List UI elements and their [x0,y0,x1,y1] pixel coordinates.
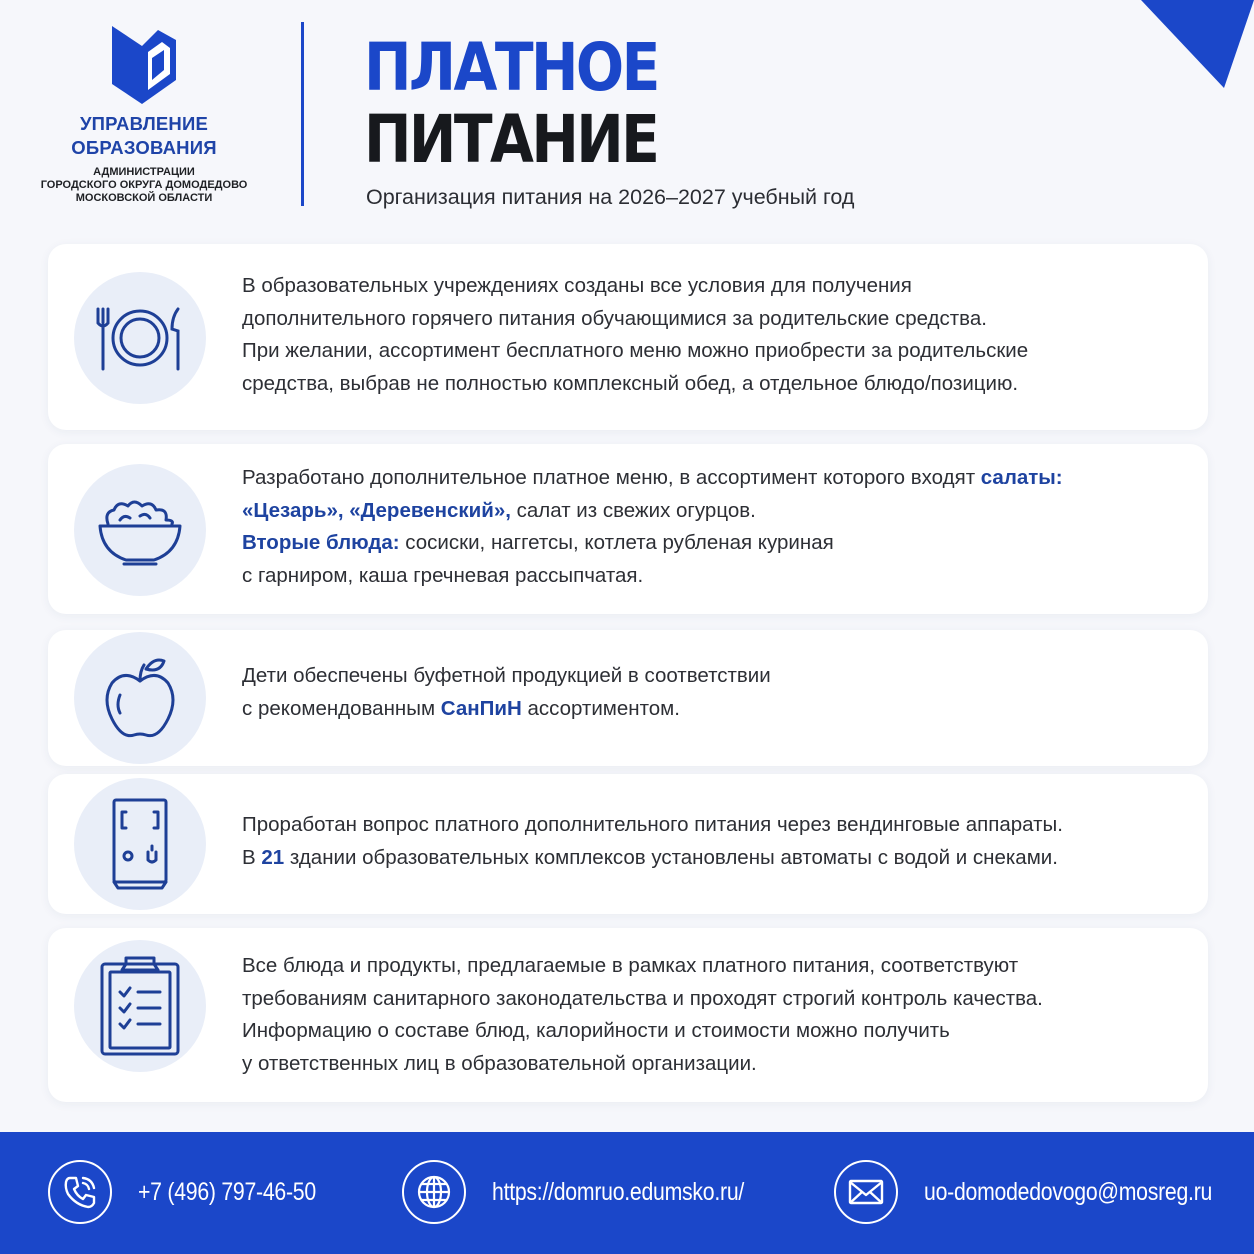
card-text: Проработан вопрос платного дополнительного питания через вендинговые аппараты. В 21 здании образовательных комплексов установлены автоматы с водой и снеками. [242,813,1063,869]
card-text: В образовательных учреждениях созданы все условия для получения дополнительного горячего питания обучающимися за родительские средства. При желании, ассортимент бесплатного меню можно приобрести за родительские средства, выбрав не полностью комплексный обед, а отдельное блюдо/позицию. [242,274,1029,395]
corner-triangle-decoration [1069,0,1254,88]
clipboard-checklist-icon [74,940,206,1072]
organization-logo [24,22,264,205]
email-contact[interactable] [834,1160,1254,1224]
card-text: Разработано дополнительное платное меню, в ассортимент которого входят салаты: «Цезарь», «Деревенский», салат из свежих огурцов. Вторые блюда: сосиски, наггетсы, котлета рубленая куриная с гарниром, каша гречневая рассыпчатая. [242,466,1063,587]
phone-icon [48,1160,112,1224]
organization-subtitle: АДМИНИСТРАЦИИ ГОРОДСКОГО ОКРУГА ДОМОДЕДОВО МОСКОВСКОЙ ОБЛАСТИ [40,166,248,204]
info-card-vending [48,774,1208,914]
title-line-2: ПИТАНИЕ [364,101,658,178]
card-text: Дети обеспечены буфетной продукцией в соответствии с рекомендованным СанПиН ассортиментом. [242,664,771,720]
globe-icon [402,1160,466,1224]
highlight-main-courses: Вторые блюда: [242,531,400,554]
apple-icon [74,632,206,764]
website-contact[interactable] [402,1160,789,1224]
info-card-quality-control [48,928,1208,1102]
title-line-1: ПЛАТНОЕ [364,29,658,106]
page-subtitle: Организация питания на 2026–2027 учебный год [366,185,855,209]
highlight-salads: салаты: [980,466,1063,489]
info-card-buffet [48,630,1208,766]
header-divider [301,22,304,206]
email-link[interactable]: uo-domodedovogo@mosreg.ru [924,1177,1213,1206]
envelope-icon [834,1160,898,1224]
contacts-footer [0,1132,1254,1254]
info-card-paid-menu [48,444,1208,614]
phone-number[interactable]: +7 (496) 797-46-50 [138,1177,316,1206]
plate-cutlery-icon [74,272,206,404]
highlight-sanpin: СанПиН [440,696,522,720]
highlight-salad-names: «Цезарь», «Деревенский», [242,498,511,522]
website-link[interactable]: https://domruo.edumsko.ru/ [492,1177,745,1206]
page-title [364,29,706,178]
vending-machine-icon [74,778,206,910]
highlight-count: 21 [261,845,285,869]
book-shield-logo-icon [108,22,180,106]
card-text: Все блюда и продукты, предлагаемые в рамках платного питания, соответствуют требованиям санитарного законодательства и проходят строгий контроль качества. Информацию о составе блюд, калорийности и стоимости можно получить у ответственных лиц в образовательной организации. [242,954,1043,1075]
info-card-hot-meals [48,244,1208,430]
salad-bowl-icon [74,464,206,596]
organization-name: УПРАВЛЕНИЕ ОБРАЗОВАНИЯ [71,113,217,158]
phone-contact[interactable] [48,1160,347,1224]
